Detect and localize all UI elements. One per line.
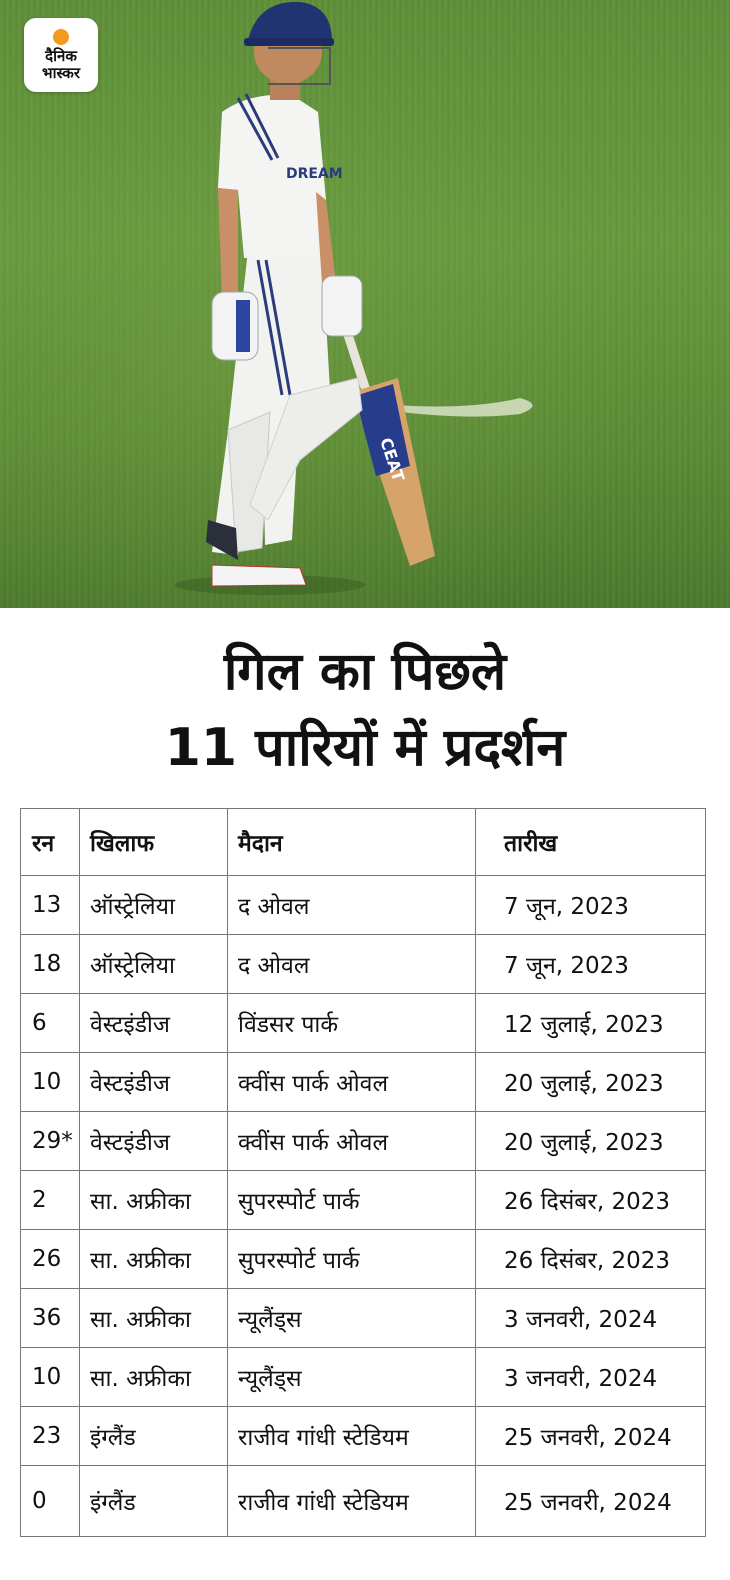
cell-date: 25 जनवरी, 2024 (476, 1466, 706, 1537)
table-row (21, 1407, 706, 1466)
cell-runs: 10 (21, 1348, 80, 1407)
cell-runs: 2 (21, 1171, 80, 1230)
cell-opponent: ऑस्ट्रेलिया (80, 935, 228, 994)
table-row (21, 876, 706, 935)
cell-venue: द ओवल (228, 935, 476, 994)
cell-date: 7 जून, 2023 (476, 935, 706, 994)
cell-runs: 29* (21, 1112, 80, 1171)
cell-runs: 13 (21, 876, 80, 935)
header-opponent: खिलाफ (80, 809, 228, 876)
batsman-illustration (0, 0, 730, 608)
table-row (21, 1112, 706, 1171)
cell-opponent: सा. अफ्रीका (80, 1171, 228, 1230)
cell-venue: राजीव गांधी स्टेडियम (228, 1466, 476, 1537)
cell-venue: सुपरस्पोर्ट पार्क (228, 1171, 476, 1230)
cell-venue: राजीव गांधी स्टेडियम (228, 1407, 476, 1466)
table-row (21, 1053, 706, 1112)
logo-line-2: भास्कर (42, 63, 80, 82)
header-date: तारीख (476, 809, 706, 876)
bat (338, 316, 435, 566)
dainik-bhaskar-logo (24, 18, 98, 92)
table-row (21, 935, 706, 994)
header-runs: रन (21, 809, 80, 876)
cell-date: 3 जनवरी, 2024 (476, 1348, 706, 1407)
cell-date: 12 जुलाई, 2023 (476, 994, 706, 1053)
header-venue: मैदान (228, 809, 476, 876)
title-line-2: 11 पारियों में प्रदर्शन (164, 718, 566, 778)
table-row (21, 1289, 706, 1348)
cell-date: 20 जुलाई, 2023 (476, 1112, 706, 1171)
cell-venue: क्वींस पार्क ओवल (228, 1112, 476, 1171)
cell-opponent: इंग्लैंड (80, 1466, 228, 1537)
table-row (21, 1348, 706, 1407)
cell-runs: 23 (21, 1407, 80, 1466)
cell-venue: द ओवल (228, 876, 476, 935)
innings-table (20, 808, 706, 1537)
bat-label: CEAT (376, 435, 409, 484)
logo-sun-icon (53, 29, 69, 45)
cell-venue: विंडसर पार्क (228, 994, 476, 1053)
cell-opponent: इंग्लैंड (80, 1407, 228, 1466)
cell-venue: सुपरस्पोर्ट पार्क (228, 1230, 476, 1289)
cell-venue: न्यूलैंड्स (228, 1348, 476, 1407)
cell-opponent: वेस्टइंडीज (80, 1112, 228, 1171)
table-row (21, 1466, 706, 1537)
table-row (21, 1171, 706, 1230)
cell-runs: 26 (21, 1230, 80, 1289)
cell-date: 26 दिसंबर, 2023 (476, 1171, 706, 1230)
cell-opponent: सा. अफ्रीका (80, 1289, 228, 1348)
cell-opponent: सा. अफ्रीका (80, 1348, 228, 1407)
table-row (21, 1230, 706, 1289)
cell-runs: 36 (21, 1289, 80, 1348)
page-title (0, 634, 730, 786)
cell-date: 7 जून, 2023 (476, 876, 706, 935)
logo-line-1: दैनिक (45, 46, 77, 65)
cell-runs: 18 (21, 935, 80, 994)
cell-date: 3 जनवरी, 2024 (476, 1289, 706, 1348)
cell-runs: 6 (21, 994, 80, 1053)
table-row (21, 994, 706, 1053)
cell-date: 25 जनवरी, 2024 (476, 1407, 706, 1466)
cell-opponent: ऑस्ट्रेलिया (80, 876, 228, 935)
cell-opponent: सा. अफ्रीका (80, 1230, 228, 1289)
cell-runs: 10 (21, 1053, 80, 1112)
cell-venue: क्वींस पार्क ओवल (228, 1053, 476, 1112)
player-photo (0, 0, 730, 608)
jersey-text: DREAM (286, 166, 343, 182)
cell-venue: न्यूलैंड्स (228, 1289, 476, 1348)
cell-opponent: वेस्टइंडीज (80, 1053, 228, 1112)
cell-runs: 0 (21, 1466, 80, 1537)
title-line-1: गिल का पिछले (223, 642, 507, 702)
cell-date: 20 जुलाई, 2023 (476, 1053, 706, 1112)
cell-opponent: वेस्टइंडीज (80, 994, 228, 1053)
cell-date: 26 दिसंबर, 2023 (476, 1230, 706, 1289)
table-header-row (21, 809, 706, 876)
